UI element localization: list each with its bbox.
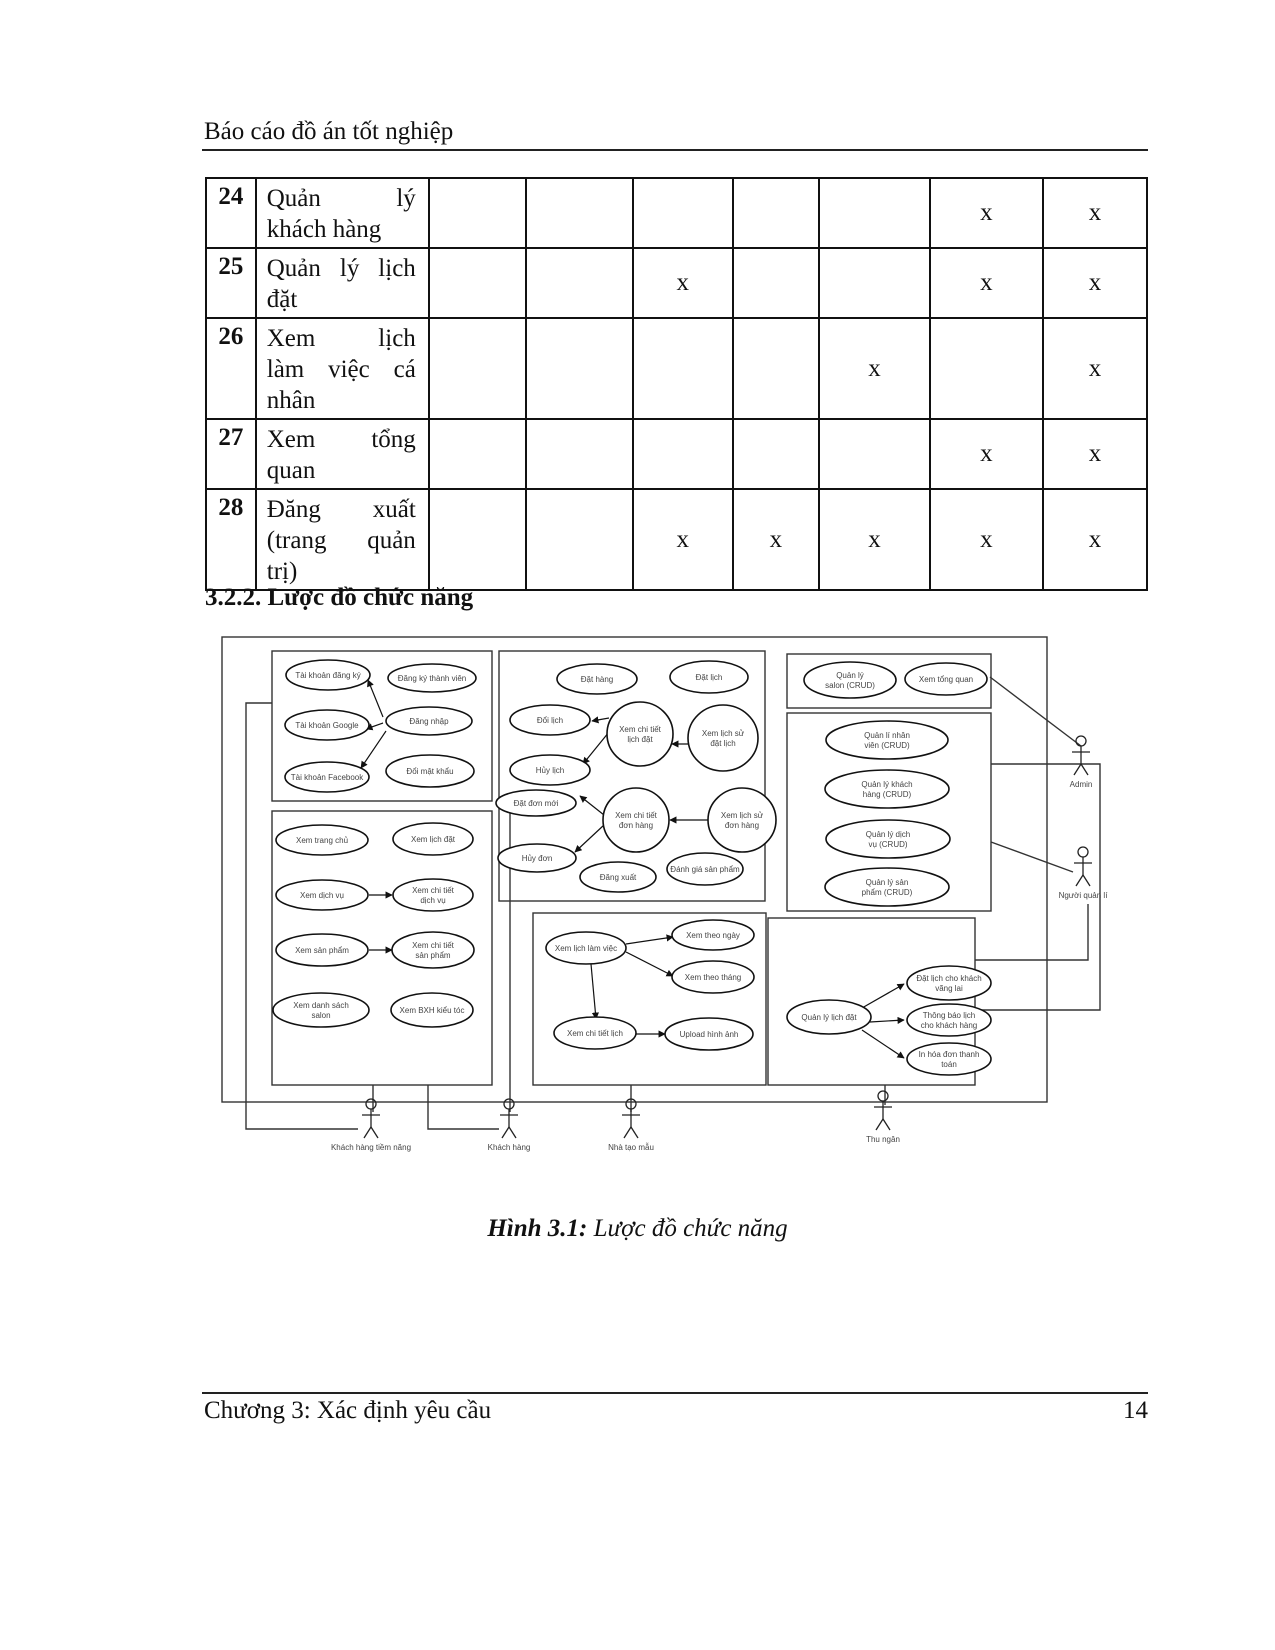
permission-cell: x bbox=[1043, 248, 1147, 318]
caption-text: Lược đồ chức năng bbox=[587, 1215, 788, 1242]
usecase bbox=[276, 825, 368, 855]
usecase-label: Quản lí nhân viên (CRUD) bbox=[864, 731, 910, 750]
permission-cell: x bbox=[633, 489, 733, 590]
row-number: 28 bbox=[206, 489, 256, 590]
caption-label: Hình 3.1: bbox=[487, 1215, 588, 1242]
row-number: 26 bbox=[206, 318, 256, 419]
usecase-label: Hủy lịch bbox=[535, 766, 565, 775]
row-number: 25 bbox=[206, 248, 256, 318]
usecase-label: Đăng nhập bbox=[409, 717, 449, 726]
usecase bbox=[905, 663, 987, 695]
section-heading: 3.2.2. Lược đồ chức năng bbox=[205, 584, 474, 611]
usecase-label: Xem BXH kiểu tóc bbox=[399, 1006, 465, 1015]
usecase bbox=[787, 1000, 871, 1034]
usecase-label: Xem danh sách salon bbox=[293, 1001, 349, 1020]
usecase bbox=[826, 721, 948, 759]
usecase bbox=[825, 770, 949, 808]
usecase bbox=[286, 660, 370, 690]
usecase-label: Đặt đơn mới bbox=[513, 799, 559, 808]
usecase bbox=[907, 1004, 991, 1036]
usecase bbox=[557, 664, 637, 694]
permission-cell: x bbox=[819, 318, 930, 419]
usecase bbox=[276, 880, 368, 910]
figure-caption bbox=[0, 1215, 1275, 1243]
usecase-label: Quản lý salon (CRUD) bbox=[825, 671, 875, 690]
usecase bbox=[285, 710, 369, 740]
usecase bbox=[580, 862, 656, 892]
usecase-label: Xem lịch sử đặt lịch bbox=[701, 729, 745, 748]
usecase-label: Upload hình ảnh bbox=[679, 1030, 739, 1039]
usecase-label: Xem trang chủ bbox=[295, 836, 349, 845]
usecase-label: Đặt lịch cho khách vãng lai bbox=[916, 974, 982, 993]
usecase bbox=[603, 788, 669, 852]
actor bbox=[1059, 847, 1109, 900]
usecase bbox=[554, 1017, 636, 1049]
actor-label: Admin bbox=[1069, 780, 1093, 789]
usecase-label: Xem chi tiết sản phẩm bbox=[412, 941, 454, 960]
usecase bbox=[386, 707, 472, 735]
usecase bbox=[665, 1018, 753, 1050]
actor bbox=[331, 1099, 411, 1152]
usecase bbox=[393, 879, 473, 911]
usecase-label: Xem theo tháng bbox=[684, 973, 742, 982]
usecase bbox=[391, 993, 473, 1027]
permission-cell: x bbox=[1043, 178, 1147, 248]
function-name-line: (trang quản bbox=[266, 527, 416, 554]
usecase bbox=[826, 820, 950, 858]
footer-rule bbox=[202, 1392, 1148, 1394]
usecase-label: Xem chi tiết đơn hàng bbox=[615, 811, 657, 830]
usecase bbox=[672, 920, 754, 950]
usecase-label: In hóa đơn thanh toán bbox=[918, 1050, 980, 1069]
usecase bbox=[276, 934, 368, 966]
usecase-label: Xem lịch sử đơn hàng bbox=[720, 811, 764, 830]
usecase bbox=[510, 705, 590, 735]
usecase bbox=[672, 961, 754, 993]
usecase bbox=[386, 755, 474, 787]
function-name-line: Xem lịch bbox=[266, 325, 416, 352]
actor-label: Người quản lí bbox=[1058, 891, 1108, 900]
usecase-label: Đăng ký thành viên bbox=[397, 674, 467, 683]
usecase-label: Xem chi tiết lịch bbox=[566, 1029, 624, 1038]
usecase-label: Quản lý khách hàng (CRUD) bbox=[861, 780, 913, 799]
usecase-label: Tài khoản Google bbox=[295, 721, 359, 730]
function-name-line: quan bbox=[266, 457, 316, 484]
usecase bbox=[907, 966, 991, 1000]
usecase bbox=[670, 661, 748, 693]
permission-cell: x bbox=[1043, 489, 1147, 590]
usecase-label: Xem lịch làm việc bbox=[554, 944, 618, 953]
permission-cell: x bbox=[930, 489, 1043, 590]
usecase-label: Xem tổng quan bbox=[918, 675, 974, 684]
usecase-label: Tài khoản Facebook bbox=[290, 773, 364, 782]
actor bbox=[1070, 736, 1093, 789]
usecase bbox=[667, 853, 743, 885]
actor-label: Nhà tạo mẫu bbox=[608, 1143, 654, 1152]
actor-label: Khách hàng bbox=[487, 1143, 531, 1152]
usecase-label: Xem lịch đặt bbox=[410, 835, 456, 844]
usecase bbox=[510, 755, 590, 785]
usecase bbox=[825, 868, 949, 906]
permission-cell: x bbox=[1043, 318, 1147, 419]
permission-cell: x bbox=[1043, 419, 1147, 489]
function-name-line: trị) bbox=[266, 558, 298, 585]
function-name-line: đặt bbox=[266, 286, 298, 313]
usecase bbox=[273, 993, 369, 1027]
usecase bbox=[607, 702, 673, 766]
usecase bbox=[708, 788, 776, 852]
usecase-label: Quản lý sản phẩm (CRUD) bbox=[861, 878, 913, 897]
actor bbox=[866, 1091, 900, 1144]
usecase bbox=[496, 790, 576, 816]
usecase bbox=[546, 932, 626, 964]
row-number: 27 bbox=[206, 419, 256, 489]
permission-cell: x bbox=[930, 419, 1043, 489]
usecase-label: Xem dịch vụ bbox=[299, 891, 345, 900]
usecase bbox=[392, 932, 474, 968]
usecase-label: Đặt lịch bbox=[695, 673, 723, 682]
actor-label: Thu ngân bbox=[866, 1135, 900, 1144]
actor-label: Khách hàng tiềm năng bbox=[330, 1143, 412, 1152]
actor bbox=[488, 1099, 531, 1152]
usecase-label: Đánh giá sản phẩm bbox=[670, 865, 740, 874]
usecase-label: Xem chi tiết lịch đặt bbox=[619, 725, 661, 744]
page-header: Báo cáo đồ án tốt nghiệp bbox=[204, 118, 454, 145]
usecase-label: Đặt hàng bbox=[580, 675, 614, 684]
function-name-line: làm việc cá bbox=[266, 356, 416, 383]
usecase-label: Xem theo ngày bbox=[686, 931, 740, 940]
permission-cell: x bbox=[633, 248, 733, 318]
footer-chapter: Chương 3: Xác định yêu cầu bbox=[204, 1397, 492, 1424]
usecase bbox=[804, 662, 896, 698]
usecase-label: Quản lý lịch đặt bbox=[801, 1013, 857, 1022]
function-name-line: Đăng xuất bbox=[266, 496, 416, 523]
function-name-line: Quản lý lịch bbox=[266, 255, 416, 282]
function-name-line: nhân bbox=[266, 387, 316, 414]
row-number: 24 bbox=[206, 178, 256, 248]
usecase bbox=[388, 664, 476, 692]
usecase-label: Hủy đơn bbox=[521, 854, 553, 863]
function-name-line: Xem tổng bbox=[266, 426, 416, 453]
usecase-label: Đăng xuất bbox=[599, 873, 637, 882]
function-name-line: Quản lý bbox=[266, 185, 416, 212]
usecase bbox=[498, 844, 576, 872]
usecase-label: Xem sản phẩm bbox=[295, 946, 349, 955]
usecase-label: Quản lý dịch vụ (CRUD) bbox=[865, 830, 911, 849]
permission-cell: x bbox=[733, 489, 819, 590]
function-name-line: khách hàng bbox=[266, 216, 382, 243]
usecase bbox=[688, 705, 758, 771]
permission-cell: x bbox=[930, 248, 1043, 318]
usecase bbox=[393, 823, 473, 855]
permission-cell: x bbox=[930, 178, 1043, 248]
usecase-label: Xem chi tiết dịch vụ bbox=[412, 886, 454, 905]
usecase-label: Đổi mật khẩu bbox=[406, 767, 454, 776]
usecase bbox=[285, 762, 369, 792]
usecase-label: Đổi lịch bbox=[536, 716, 564, 725]
usecase-label: Tài khoản đăng ký bbox=[295, 671, 361, 680]
usecase bbox=[907, 1043, 991, 1075]
permission-cell: x bbox=[819, 489, 930, 590]
usecase-label: Thông báo lịch cho khách hàng bbox=[920, 1011, 978, 1030]
page-number: 14 bbox=[1123, 1397, 1148, 1424]
